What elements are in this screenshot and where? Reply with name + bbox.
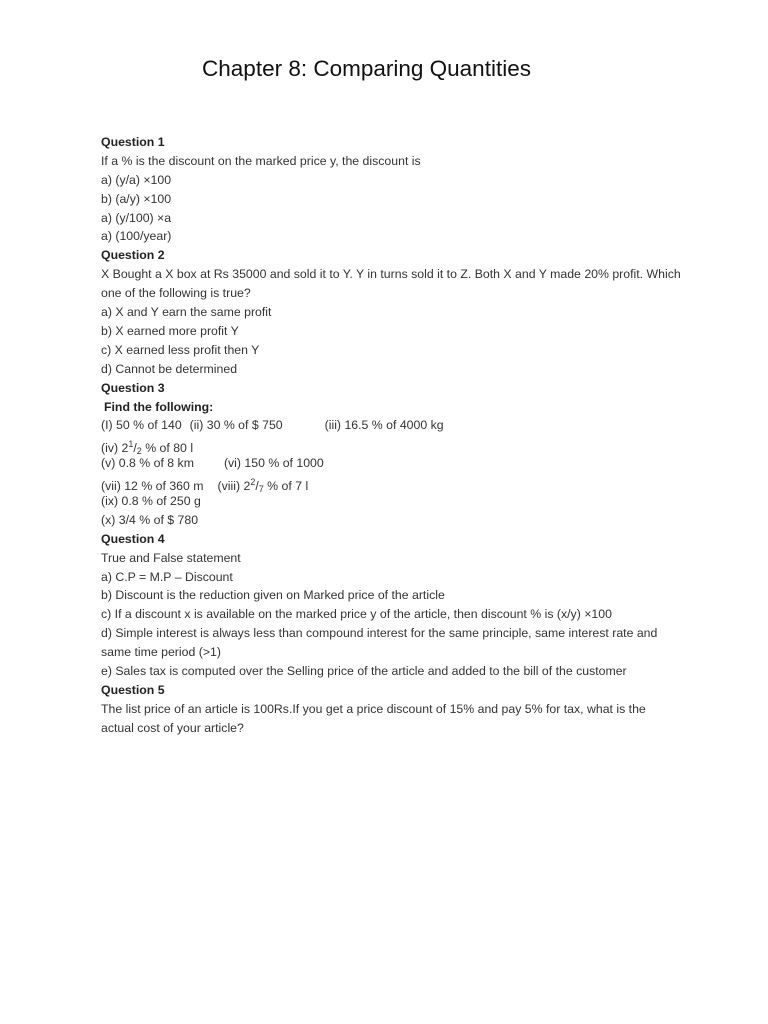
question-3-intro: Find the following: xyxy=(104,399,214,414)
q3-item-viii: (viii) $2^2/_7$ % of 7 l xyxy=(217,477,309,495)
question-2-option: a) X and Y earn the same profit xyxy=(101,305,272,320)
q3-item-x: (x) 3/4 % of $ 780 xyxy=(101,512,199,527)
q3-item-iii: (iii) 16.5 % of 4000 kg xyxy=(324,418,444,433)
q3-item-i: (I) 50 % of 140 xyxy=(101,418,182,433)
question-3-row-1 xyxy=(101,416,681,435)
question-5-heading: Question 5 xyxy=(101,682,165,697)
question-2-heading: Question 2 xyxy=(101,248,165,263)
question-4-statement: b) Discount is the reduction given on Marked price of the article xyxy=(101,588,445,603)
question-4-statement: e) Sales tax is computed over the Selling price of the article and added to the bill of the customer xyxy=(101,664,627,678)
question-1-text: If a % is the discount on the marked price y, the discount is xyxy=(101,153,421,168)
q3-item-ii: (ii) 30 % of $ 750 xyxy=(189,418,283,433)
question-1-option: a) (y/100) ×a xyxy=(101,210,172,225)
question-4-heading: Question 4 xyxy=(101,531,165,546)
q3-item-vi: (vi) 150 % of 1000 xyxy=(223,456,324,471)
question-4-statement: d) Simple interest is always less than compound interest for the same principle, same interest rate and same time period (>1) xyxy=(101,626,658,660)
question-3-row-2 xyxy=(101,435,681,457)
question-1-option: a) (y/a) ×100 xyxy=(101,172,172,187)
question-4-intro: True and False statement xyxy=(101,550,241,565)
question-1-heading: Question 1 xyxy=(101,135,165,149)
question-3-row-3 xyxy=(101,454,681,473)
question-2-text: X Bought a X box at Rs 35000 and sold it to Y. Y in turns sold it to Z. Both X and Y made 20% profit. Which one of the following is true? xyxy=(101,267,681,301)
question-2-option: b) X earned more profit Y xyxy=(101,323,239,338)
q3-item-ix: (ix) 0.8 % of 250 g xyxy=(101,493,201,508)
question-4-statement: c) If a discount x is available on the marked price y of the article, then discount % is (x/y) ×100 xyxy=(101,607,612,622)
q3-item-vii: (vii) 12 % of 360 m xyxy=(101,479,204,494)
page-title: Chapter 8: Comparing Quantities xyxy=(202,56,531,81)
question-1-option: b) (a/y) ×100 xyxy=(101,191,172,206)
question-1-option: a) (100/year) xyxy=(101,229,172,244)
question-5-text: The list price of an article is 100Rs.If you get a price discount of 15% and pay 5% for tax, what is the actual cost of your article? xyxy=(101,701,646,735)
question-4-statement: a) C.P = M.P – Discount xyxy=(101,569,233,584)
question-2-option: d) Cannot be determined xyxy=(101,361,238,376)
question-2-option: c) X earned less profit then Y xyxy=(101,342,260,357)
question-3-heading: Question 3 xyxy=(101,380,165,395)
question-list xyxy=(101,133,681,738)
q3-item-iv: (iv) $2^1/_2$ % of 80 l xyxy=(101,439,194,457)
question-3-row-4 xyxy=(101,473,681,495)
q3-item-v: (v) 0.8 % of 8 km xyxy=(101,456,194,471)
